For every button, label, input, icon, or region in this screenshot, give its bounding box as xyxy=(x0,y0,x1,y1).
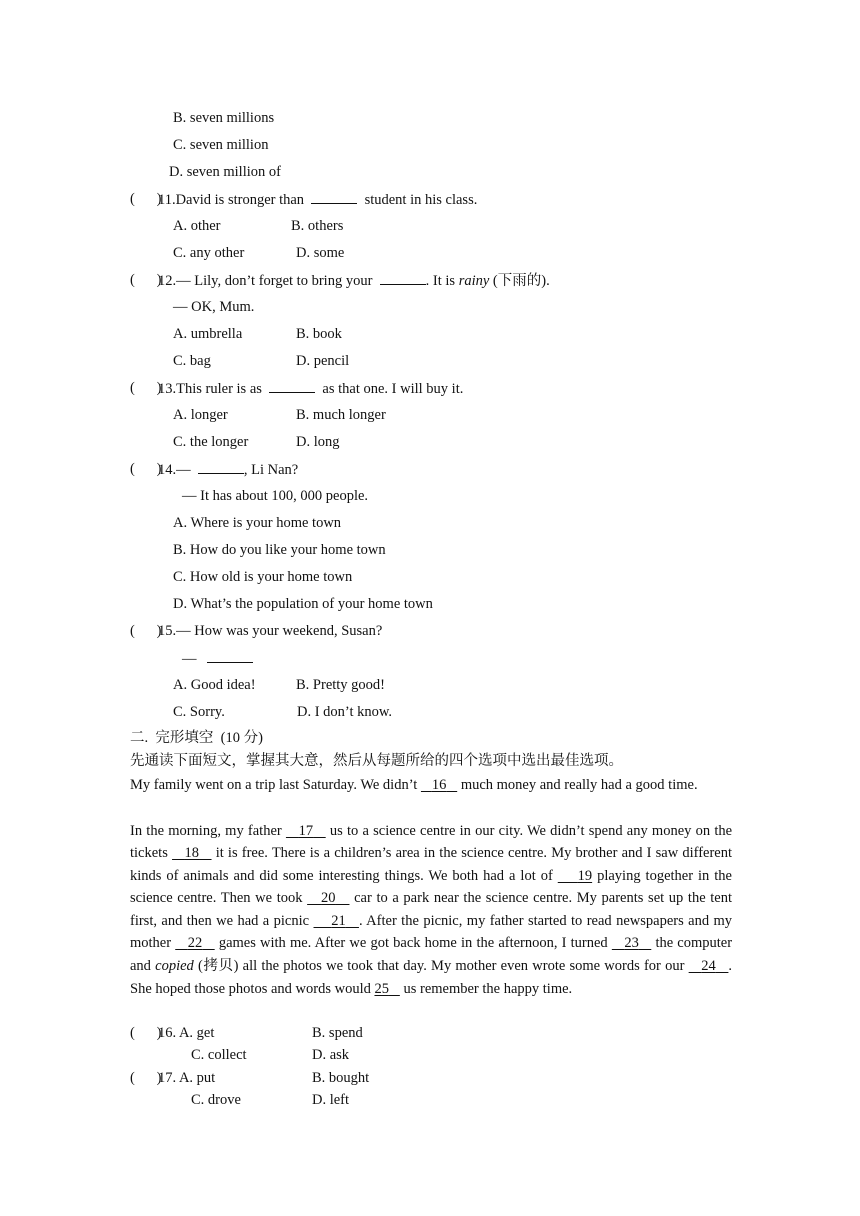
blank-24: 24 xyxy=(701,958,716,975)
blank-17: 17 xyxy=(298,822,314,839)
option-d: D. some xyxy=(296,245,345,261)
answer-paren: ( ) xyxy=(130,191,162,207)
answer-paren: ( ) xyxy=(130,1070,162,1086)
question-15-reply: — xyxy=(182,648,253,669)
option-c: C. collect xyxy=(191,1047,247,1063)
option-c: C. Sorry. xyxy=(173,704,225,720)
section-heading: 二. 完形填空 (10 分) xyxy=(130,730,263,746)
option-d: D. pencil xyxy=(296,353,350,369)
blank-18: 18 xyxy=(184,845,200,862)
section-instruction: 先通读下面短文，掌握其大意，然后从每题所给的四个选项中选出最佳选项。 xyxy=(130,753,623,769)
option-d: D. What’s the population of your home town xyxy=(173,596,433,612)
question-12-stem: 12.— Lily, don’t forget to bring your . It is rainy (下雨的). xyxy=(158,270,550,291)
option-b: B. book xyxy=(296,326,342,342)
question-17-stem: 17. A. put xyxy=(158,1070,216,1086)
answer-paren: ( ) xyxy=(130,380,162,396)
blank-20: 20 xyxy=(321,890,336,907)
option-c: C. bag xyxy=(173,353,211,369)
option-d: D. seven million of xyxy=(169,164,281,180)
answer-paren: ( ) xyxy=(130,1025,162,1041)
question-11-stem: 11.David is stronger than student in his class. xyxy=(158,189,477,210)
question-12-reply: — OK, Mum. xyxy=(173,299,255,315)
option-a: A. Good idea! xyxy=(173,677,256,693)
answer-paren: ( ) xyxy=(130,461,162,477)
blank-23: 23 xyxy=(624,935,639,952)
blank-25: 25 xyxy=(374,980,389,997)
option-b: B. How do you like your home town xyxy=(173,542,386,558)
option-b: B. spend xyxy=(312,1025,363,1041)
option-b: B. others xyxy=(291,218,344,234)
option-c: C. drove xyxy=(191,1092,241,1108)
option-a: A. umbrella xyxy=(173,326,243,342)
blank-21: 21 xyxy=(331,912,346,929)
option-b: B. seven millions xyxy=(173,110,275,126)
option-c: C. any other xyxy=(173,245,245,261)
passage-paragraph-2: In the morning, my father 17 us to a science centre in our city. We didn’t spend any money on the tickets 18 it is free. There is a children’s area in the science centre. My brother and I saw different kinds of animals and did some interesting things. We both had a lot of 19 playing together in the science centre. Then we took 20 car to a park near the science centre. My parents set up the tent first, and then we had a picnic 21 . After the picnic, my father started to read newspapers and my mother 22 games with me. After we got back home in the afternoon, I turned 23 the computer and copied (拷贝) all the photos we took that day. My mother even wrote some words for our 24 . She hoped those photos and words would 25 us remember the happy time. xyxy=(130,822,733,997)
answer-paren: ( ) xyxy=(130,272,162,288)
question-13-stem: 13.This ruler is as as that one. I will buy it. xyxy=(158,378,463,399)
blank-19: 19 xyxy=(577,867,593,884)
option-d: D. I don’t know. xyxy=(297,704,393,720)
option-c: C. the longer xyxy=(173,434,249,450)
option-b: B. bought xyxy=(312,1070,370,1086)
option-c: C. How old is your home town xyxy=(173,569,353,585)
blank-16: 16 xyxy=(431,777,447,793)
option-a: A. longer xyxy=(173,407,228,423)
option-c: C. seven million xyxy=(173,137,269,153)
option-d: D. ask xyxy=(312,1047,350,1063)
question-14-reply: — It has about 100, 000 people. xyxy=(182,488,369,504)
option-d: D. left xyxy=(312,1092,350,1108)
question-14-stem: 14.— , Li Nan? xyxy=(158,459,298,480)
option-b: B. Pretty good! xyxy=(296,677,386,693)
passage-paragraph-1: My family went on a trip last Saturday. We didn’t 16 much money and really had a good time. xyxy=(130,777,698,793)
option-b: B. much longer xyxy=(296,407,386,423)
blank-22: 22 xyxy=(187,935,203,952)
option-a: A. other xyxy=(173,218,221,234)
answer-paren: ( ) xyxy=(130,623,162,639)
option-a: A. Where is your home town xyxy=(173,515,342,531)
option-d: D. long xyxy=(296,434,340,450)
question-16-stem: 16. A. get xyxy=(158,1025,215,1041)
question-15-stem: 15.— How was your weekend, Susan? xyxy=(158,623,383,639)
